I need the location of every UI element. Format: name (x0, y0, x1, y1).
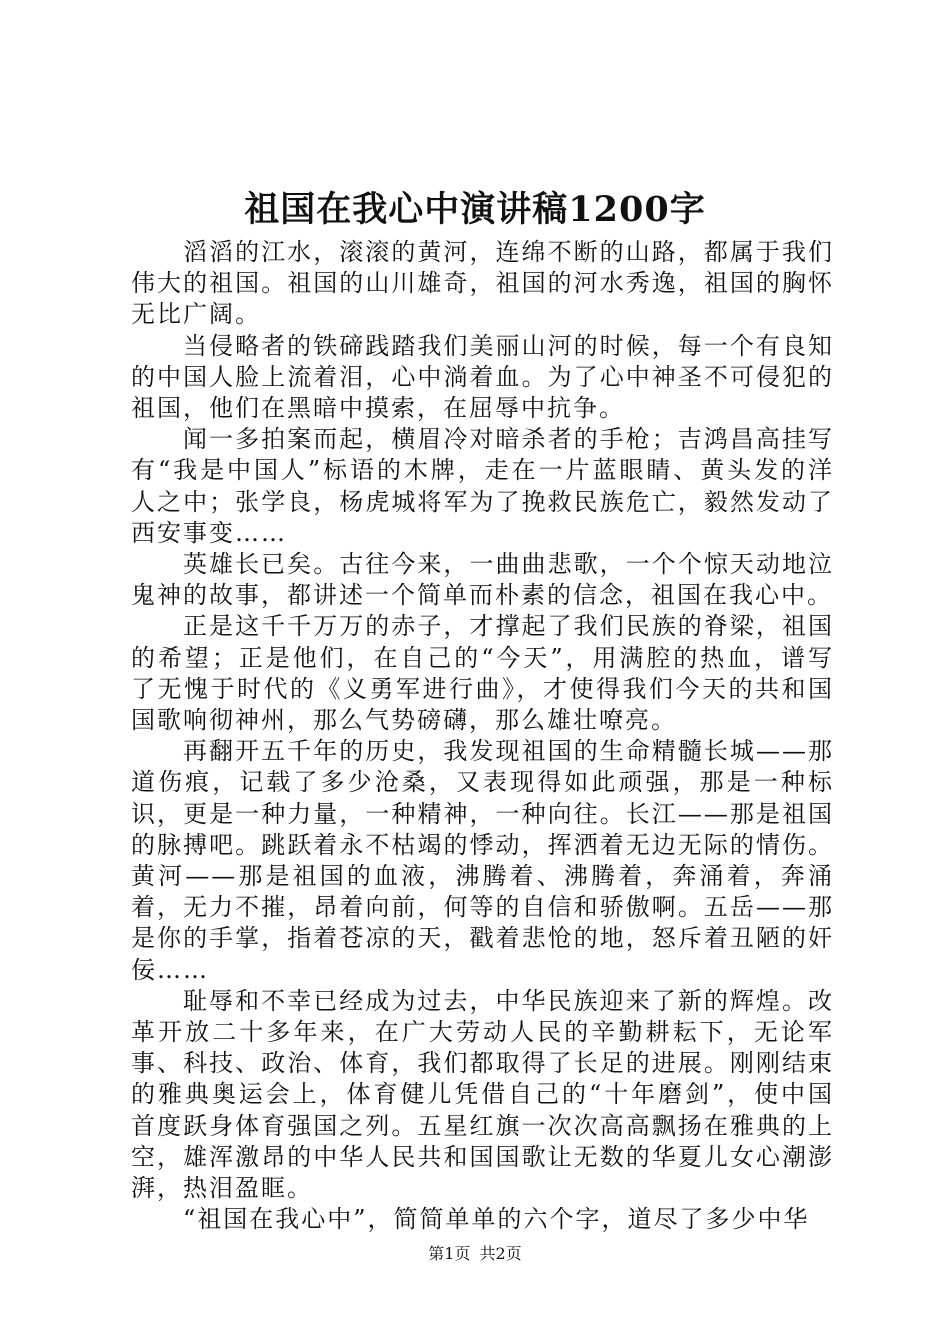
paragraph: 滔滔的江水，滚滚的黄河，连绵不断的山路，都属于我们伟大的祖国。祖国的山川雄奇，祖国的河水秀逸，祖国的胸怀无比广阔。 (131, 238, 834, 329)
document-title: 祖国在我心中演讲稿1200字 (244, 189, 706, 230)
paragraph: 闻一多拍案而起，横眉冷对暗杀者的手枪；吉鸿昌高挂写有“我是中国人”标语的木牌，走在一片蓝眼睛、黄头发的洋人之中；张学良，杨虎城将军为了挽救民族危亡，毅然发动了西安事变…… (131, 425, 834, 547)
document-body (131, 237, 834, 1236)
paragraph: 当侵略者的铁碲践踏我们美丽山河的时候，每一个有良知的中国人脸上流着泪，心中淌着血。为了心中神圣不可侵犯的祖国，他们在黑暗中摸索，在屈辱中抗争。 (131, 331, 834, 423)
paragraph: 再翻开五千年的历史，我发现祖国的生命精髓长城——那道伤痕，记载了多少沧桑，又表现得如此顽强，那是一种标识，更是一种力量，一种精神，一种向往。长江——那是祖国的脉搏吧。跳跃着永不枯竭的悸动，挥洒着无边无际的情伤。黄河——那是祖国的血液，沸腾着、沸腾着，奔涌着，奔涌着，无力不摧，昂着向前，何等的自信和骄傲啊。五岳——那是你的手掌，指着苍凉的天，戳着悲怆的地，怒斥着丑陋的奸佞…… (131, 737, 834, 984)
page-footer (0, 1243, 950, 1265)
paragraph: 耻辱和不幸已经成为过去，中华民族迎来了新的辉煌。改革开放二十多年来，在广大劳动人民的辛勤耕耘下，无论军事、科技、政治、体育，我们都取得了长足的进展。刚刚结束的雅典奥运会上，体育健儿凭借自己的“十年磨剑”，使中国首度跃身体育强国之列。五星红旗一次次高高飘扬在雅典的上空，雄浑激昂的中华人民共和国国歌让无数的华夏儿女心潮澎湃，热泪盈眶。 (131, 986, 834, 1203)
paragraph: 英雄长已矣。古往今来，一曲曲悲歌，一个个惊天动地泣鬼神的故事，都讲述一个简单而朴素的信念，祖国在我心中。 (131, 550, 834, 610)
paragraph: 正是这千千万万的赤子，才撑起了我们民族的脊梁，祖国的希望；正是他们，在自己的“今天”，用满腔的热血，谱写了无愧于时代的《义勇军进行曲》，才使得我们今天的共和国国歌响彻神州，那么气势磅礴，那么雄壮嘹亮。 (131, 612, 834, 735)
page-total: 共2页 (479, 1244, 522, 1263)
paragraph: “祖国在我心中”，简简单单的六个字，道尽了多少中华 (183, 1205, 810, 1234)
page-number: 第1页 (428, 1244, 471, 1263)
